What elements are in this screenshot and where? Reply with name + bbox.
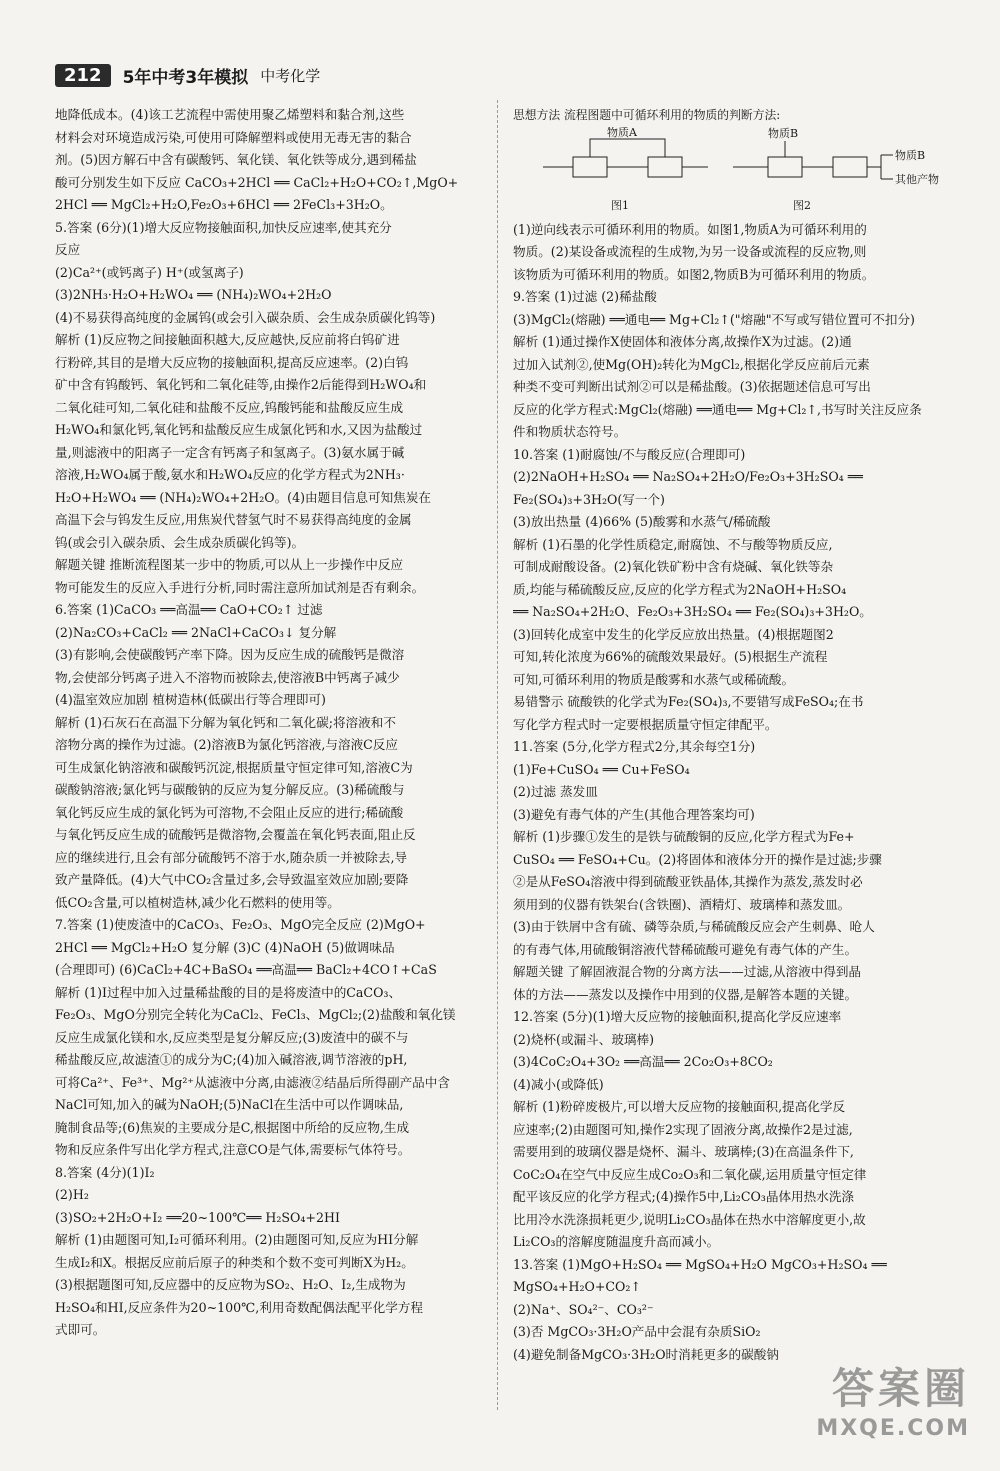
subject-label: 中考化学	[260, 66, 321, 85]
text-line: 6.答案 (1)CaCO₃ ══高温══ CaO+CO₂↑ 过滤	[55, 602, 323, 617]
text-line: Fe₂(SO₄)₃+3H₂O(写一个)	[513, 491, 665, 507]
watermark-url: MXQE.COM	[816, 1416, 970, 1441]
text-line: 酸可分别发生如下反应 CaCO₃+2HCl ══ CaCl₂+H₂O+CO₂↑,MgO+	[55, 174, 459, 190]
cycle-diagram	[513, 127, 945, 219]
fig1-box-1	[573, 157, 607, 177]
text-line: 解题关键 推断流程图某一步中的物质,可以从上一步操作中反应	[55, 557, 404, 572]
text-line: 解析 (1)反应物之间接触面积越大,反应越快,反应前将白钨矿进	[55, 332, 400, 347]
text-line: 腌制食品等;(6)焦炭的主要成分是C,根据图中所给的反应物,生成	[55, 1119, 410, 1135]
method-tip-line: 思想方法 流程图题中可循环利用的物质的判断方法:	[513, 108, 781, 122]
text-line: 9.答案 (1)过滤 (2)稀盐酸	[513, 289, 657, 304]
text-line: NaCl可知,加入的碱为NaOH;(5)NaCl在生活中可以作调味品,	[55, 1097, 404, 1112]
text-line: ══ Na₂SO₄+2H₂O、Fe₂O₃+3H₂SO₄ ══ Fe₂(SO₄)₃+3H₂O。	[513, 604, 872, 619]
text-line: (2)2NaOH+H₂SO₄ ══ Na₂SO₄+2H₂O/Fe₂O₃+3H₂SO₄ ══	[513, 469, 863, 484]
figure-1	[543, 127, 708, 212]
fig2-box-1	[768, 157, 802, 177]
text-line: 可制成耐酸设备。(2)氧化铁矿粉中含有烧碱、氧化铁等杂	[513, 559, 834, 574]
text-line: (3)回转化成室中发生的化学反应放出热量。(4)根据题图2	[513, 626, 834, 642]
text-line: 2HCl ══ MgCl₂+H₂O,Fe₂O₃+6HCl ══ 2FeCl₃+3H₂O。	[55, 197, 393, 212]
fig2-label: 物质B	[768, 126, 799, 140]
text-line: Li₂CO₃的溶解度随温度升高而减小。	[513, 1234, 720, 1249]
text-line: (2)Na⁺、SO₄²⁻、CO₃²⁻	[513, 1301, 654, 1317]
text-line: 物可能发生的反应入手进行分析,同时需注意所加试剂是否有剩余。	[55, 579, 425, 595]
text-line: 8.答案 (4分)(1)I₂	[55, 1164, 155, 1180]
text-line: 解析 (1)步骤①发生的是铁与硫酸铜的反应,化学方程式为Fe+	[513, 829, 855, 844]
text-line: 易错警示 硫酸铁的化学式为Fe₂(SO₄)₃,不要错写成FeSO₄;在书	[513, 694, 864, 709]
text-line: 反应生成氯化镁和水,反应类型是复分解反应;(3)废渣中的碳不与	[55, 1029, 409, 1045]
text-line: (3)SO₂+2H₂O+I₂ ══20~100℃══ H₂SO₄+2HI	[55, 1209, 340, 1225]
page-header	[55, 62, 320, 88]
cycle-diagram-svg	[543, 127, 943, 217]
text-line: 与氧化钙反应生成的硫酸钙是微溶物,会覆盖在氧化钙表面,阻止反	[55, 827, 416, 842]
text-line: Fe₂O₃、MgO分别完全转化为CaCl₂、FeCl₃、MgCl₂;(2)盐酸和氧化镁	[55, 1007, 456, 1022]
right-text	[513, 219, 945, 1367]
text-line: 件和物质状态符号。	[513, 424, 627, 439]
text-line: 可生成氯化钠溶液和碳酸钙沉淀,根据质量守恒定律可知,溶液C为	[55, 759, 413, 775]
text-line: 2HCl ══ MgCl₂+H₂O 复分解 (3)C (4)NaOH (5)做调味品	[55, 939, 395, 955]
text-line: 5.答案 (6分)(1)增大反应物接触面积,加快反应速率,使其充分	[55, 219, 392, 235]
text-line: 解析 (1)通过操作X使固体和液体分离,故操作X为过滤。(2)通	[513, 334, 852, 349]
text-line: 解析 (1)石墨的化学性质稳定,耐腐蚀、不与酸等物质反应,	[513, 536, 833, 552]
figure-2	[733, 127, 939, 212]
text-line: 物,会使部分钙离子进入不溶物而被除去,使溶液B中钙离子减少	[55, 669, 400, 685]
text-line: 12.答案 (5分)(1)增大反应物的接触面积,提高化学反应速率	[513, 1009, 842, 1024]
text-line: H₂WO₄和氯化钙,氧化钙和盐酸反应生成氯化钙和水,又因为盐酸过	[55, 422, 423, 437]
text-line: 该物质为可循环利用的物质。如图2,物质B为可循环利用的物质。	[513, 266, 875, 282]
text-line: (4)减小(或降低)	[513, 1076, 604, 1092]
left-column	[55, 104, 485, 1342]
text-line: (3)避免有毒气体的产生(其他合理答案均可)	[513, 806, 755, 822]
text-line: (2)Na₂CO₃+CaCl₂ ══ 2NaCl+CaCO₃↓ 复分解	[55, 624, 337, 640]
text-line: 解析 (1)Ⅰ过程中加入过量稀盐酸的目的是将废渣中的CaCO₃、	[55, 984, 402, 1000]
text-line: 体的方法——蒸发以及操作中用到的仪器,是解答本题的关键。	[513, 986, 858, 1002]
text-line: CuSO₄ ══ FeSO₄+Cu。(2)将固体和液体分开的操作是过滤;步骤	[513, 851, 882, 867]
text-line: 材料会对环境造成污染,可使用可降解塑料或使用无毒无害的黏合	[55, 129, 412, 145]
text-line: (4)不易获得高纯度的金属钨(或会引入碳杂质、会生成杂质碳化钨等)	[55, 309, 436, 325]
fig2-caption: 图2	[793, 198, 811, 212]
text-line: (3)有影响,会使碳酸钙产率下降。因为反应生成的硫酸钙是微溶	[55, 647, 405, 662]
text-line: 13.答案 (1)MgO+H₂SO₄ ══ MgSO₄+H₂O MgCO₃+H₂SO₄ ══	[513, 1256, 887, 1272]
text-line: 可知,转化浓度为66%的硫酸效果最好。(5)根据生产流程	[513, 649, 828, 664]
watermark	[816, 1356, 970, 1441]
text-line: 过加入试剂②,使Mg(OH)₂转化为MgCl₂,根据化学反应前后元素	[513, 356, 870, 372]
text-line: 式即可。	[55, 1322, 106, 1337]
column-divider	[497, 100, 498, 1410]
text-line: 反应的化学方程式:MgCl₂(熔融) ══通电══ Mg+Cl₂↑,书写时关注反应条	[513, 401, 922, 417]
text-line: 剂。(5)因方解石中含有碳酸钙、氧化镁、氧化铁等成分,遇到稀盐	[55, 152, 417, 167]
text-line: 物质。(2)某设备或流程的生成物,为另一设备或流程的反应物,则	[513, 244, 867, 259]
page-number: 212	[55, 64, 111, 87]
text-line: 比用冷水洗涤损耗更少,说明Li₂CO₃晶体在热水中溶解度更小,故	[513, 1211, 866, 1227]
text-line: (2)H₂	[55, 1187, 89, 1202]
text-line: 氧化钙反应生成的氯化钙为可溶物,不会阻止反应的进行;稀硫酸	[55, 804, 404, 820]
text-line: 矿中含有钨酸钙、氧化钙和二氧化硅等,由操作2后能得到H₂WO₄和	[55, 377, 427, 392]
fig2-output-1: 物质B	[895, 148, 926, 162]
text-line: 7.答案 (1)使废渣中的CaCO₃、Fe₂O₃、MgO完全反应 (2)MgO+	[55, 917, 426, 932]
fig1-box-2	[648, 157, 682, 177]
text-line: 溶物分离的操作为过滤。(2)溶液B为氯化钙溶液,与溶液C反应	[55, 737, 398, 752]
right-column	[513, 104, 945, 1366]
watermark-logo-text: 答案圈	[831, 1364, 970, 1413]
text-line: 配平该反应的化学方程式;(4)操作5中,Li₂CO₃晶体用热水洗涤	[513, 1189, 855, 1204]
fig1-recycle-line	[590, 139, 665, 157]
text-line: (2)烧杯(或漏斗、玻璃棒)	[513, 1031, 655, 1047]
text-line: 应的继续进行,且会有部分硫酸钙不溶于水,随杂质一并被除去,导	[55, 849, 408, 865]
text-line: 碳酸钠溶液;氯化钙与碳酸钠的反应为复分解反应。(3)稀硫酸与	[55, 782, 405, 797]
book-title: 5年中考3年模拟	[122, 67, 249, 88]
text-line: 质,均能与稀硫酸反应,反应的化学方程式为2NaOH+H₂SO₄	[513, 581, 847, 597]
text-line: 11.答案 (5分,化学方程式2分,其余每空1分)	[513, 739, 756, 754]
text-line: (2)Ca²⁺(或钙离子) H⁺(或氢离子)	[55, 264, 244, 280]
text-line: 低CO₂含量,可以植树造林,减少化石燃料的使用等。	[55, 894, 340, 910]
text-line: ②是从FeSO₄溶液中得到硫酸亚铁晶体,其操作为蒸发,蒸发时必	[513, 874, 863, 889]
text-line: 钨(或会引入碳杂质、会生成杂质碳化钨等)。	[55, 534, 305, 550]
text-line: 地降低成本。(4)该工艺流程中需使用聚乙烯塑料和黏合剂,这些	[55, 107, 405, 122]
text-line: CoC₂O₄在空气中反应生成Co₂O₃和二氧化碳,运用质量守恒定律	[513, 1166, 867, 1182]
text-line: (2)过滤 蒸发皿	[513, 784, 598, 799]
text-line: (3)放出热量 (4)66% (5)酸雾和水蒸气/稀硫酸	[513, 514, 771, 529]
text-line: 需要用到的玻璃仪器是烧杯、漏斗、玻璃棒;(3)在高温条件下,	[513, 1144, 854, 1159]
text-line: 高温下会与钨发生反应,用焦炭代替氢气时不易获得高纯度的金属	[55, 512, 412, 527]
text-line: (3)2NH₃·H₂O+H₂WO₄ ══ (NH₄)₂WO₄+2H₂O	[55, 287, 332, 302]
text-line: (3)否 MgCO₃·3H₂O产品中会混有杂质SiO₂	[513, 1324, 761, 1339]
text-line: 物和反应条件写出化学方程式,注意CO是气体,需要标气体符号。	[55, 1142, 411, 1157]
text-line: 可知,可循环利用的物质是酸雾和水蒸气或稀硫酸。	[513, 671, 795, 687]
text-line: H₂O+H₂WO₄ ══ (NH₄)₂WO₄+2H₂O。(4)由题目信息可知焦炭在	[55, 489, 431, 505]
text-line: H₂SO₄和HI,反应条件为20~100℃,利用奇数配偶法配平化学方程	[55, 1299, 423, 1315]
text-line: 写化学方程式时一定要根据质量守恒定律配平。	[513, 716, 778, 732]
text-line: 溶液,H₂WO₄属于酸,氨水和H₂WO₄反应的化学方程式为2NH₃·	[55, 467, 405, 482]
text-line: 种类不变可判断出试剂②可以是稀盐酸。(3)依据题述信息可写出	[513, 379, 871, 394]
text-line: 生成I₂和X。根据反应前后原子的种类和个数不变可判断X为H₂。	[55, 1254, 414, 1270]
fig2-output-2: 其他产物	[895, 172, 939, 186]
text-line: (1)逆向线表示可循环利用的物质。如图1,物质A为可循环利用的	[513, 221, 867, 237]
fig1-label: 物质A	[607, 126, 637, 139]
text-line: (3)4CoC₂O₄+3O₂ ══高温══ 2Co₂O₃+8CO₂	[513, 1054, 773, 1069]
text-line: 应速率;(2)由题图可知,操作2实现了固液分离,故操作2是过滤,	[513, 1121, 853, 1137]
text-line: (3)MgCl₂(熔融) ══通电══ Mg+Cl₂↑("熔融"不写或写错位置可不扣分)	[513, 311, 915, 327]
text-line: 10.答案 (1)耐腐蚀/不与酸反应(合理即可)	[513, 446, 746, 462]
text-line: 的有毒气体,用硫酸铜溶液代替稀硫酸可避免有毒气体的产生。	[513, 941, 858, 957]
text-line: (4)避免制备MgCO₃·3H₂O时消耗更多的碳酸钠	[513, 1346, 779, 1362]
fig1-caption: 图1	[611, 198, 629, 212]
fig2-box-2	[833, 157, 867, 177]
text-line: 解析 (1)由题图可知,I₂可循环利用。(2)由题图可知,反应为HI分解	[55, 1232, 419, 1247]
text-line: (4)温室效应加剧 植树造林(低碳出行等合理即可)	[55, 692, 326, 707]
text-line: 解析 (1)石灰石在高温下分解为氧化钙和二氧化碳;将溶液和不	[55, 714, 396, 730]
text-line: 须用到的仪器有铁架台(含铁圈)、酒精灯、玻璃棒和蒸发皿。	[513, 896, 851, 912]
text-line: (1)Fe+CuSO₄ ══ Cu+FeSO₄	[513, 761, 690, 777]
text-line: 可将Ca²⁺、Fe³⁺、Mg²⁺从滤液中分离,由滤液②结晶后所得副产品中含	[55, 1074, 450, 1090]
text-line: 解题关键 了解固液混合物的分离方法——过滤,从溶液中得到晶	[513, 964, 862, 979]
text-line: 二氧化硅可知,二氧化硅和盐酸不反应,钨酸钙能和盐酸反应生成	[55, 399, 404, 415]
text-line: 解析 (1)粉碎废极片,可以增大反应物的接触面积,提高化学反	[513, 1099, 846, 1114]
text-line: 反应	[55, 242, 81, 257]
text-line: (3)根据题图可知,反应器中的反应物为SO₂、H₂O、I₂,生成物为	[55, 1277, 406, 1292]
text-line: 量,则滤液中的阳离子一定含有钙离子和氢离子。(3)氨水属于碱	[55, 444, 405, 460]
text-line: MgSO₄+H₂O+CO₂↑	[513, 1279, 641, 1294]
text-line: 稀盐酸反应,故滤渣①的成分为C;(4)加入碱溶液,调节溶液的pH,	[55, 1052, 408, 1067]
text-line: (3)由于铁屑中含有硫、磷等杂质,与稀硫酸反应会产生刺鼻、呛人	[513, 919, 875, 934]
text-line: 致产量降低。(4)大气中CO₂含量过多,会导致温室效应加剧;要降	[55, 872, 409, 887]
text-line: 行粉碎,其目的是增大反应物的接触面积,提高反应速率。(2)白钨	[55, 354, 409, 370]
text-line: (合理即可) (6)CaCl₂+4C+BaSO₄ ══高温══ BaCl₂+4CO↑+CaS	[55, 962, 437, 977]
